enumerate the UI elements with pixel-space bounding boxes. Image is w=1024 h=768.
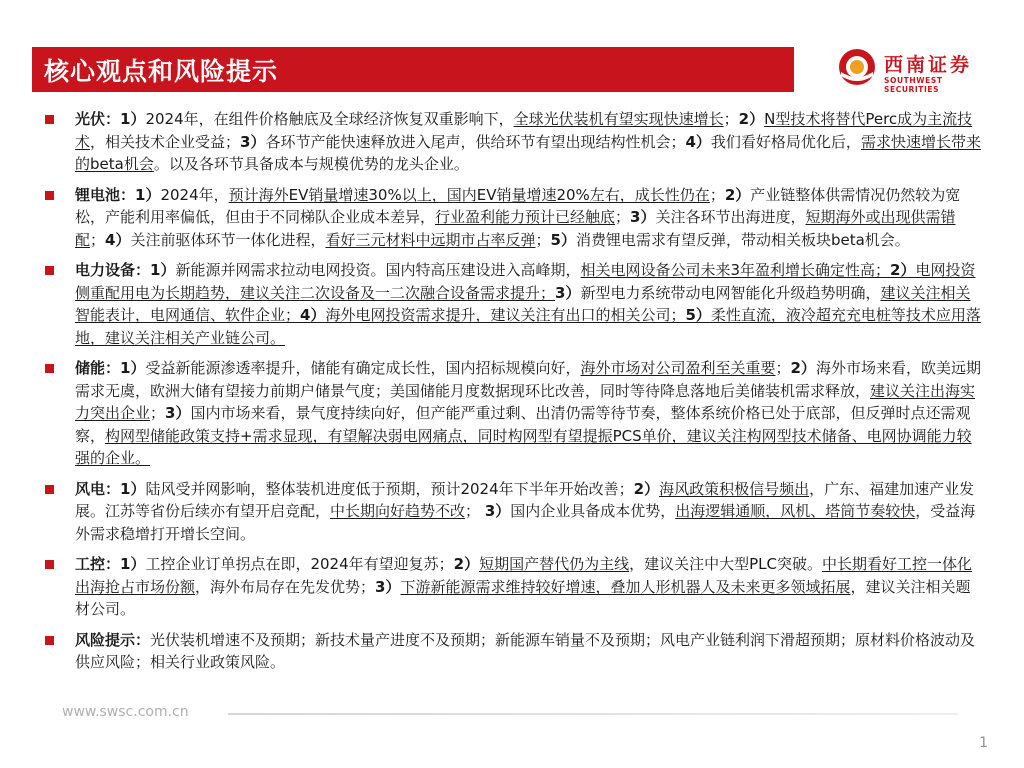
highlighted-text: 下游新能源需求维持较好增速，叠加人形机器人及未来更多领域拓展 [400,577,851,596]
company-logo [838,44,998,94]
key-point-item [45,478,985,546]
highlighted-text: 建议关注相关智能表计，电网通信、软件企业； [75,283,971,324]
bullet-square-icon [45,191,54,200]
body-text: ，广东、福建加速产业发展。江苏等省份后续亦有望开启竞配， [75,479,975,520]
body-text: 关注前驱体环节一体化进程， [130,230,326,249]
body-text: ，海外布局存在先发优势； [195,577,376,596]
header-bar [32,47,794,92]
highlighted-text: 海外电网投资需求提升，建议关注有出口的相关公司； [325,306,686,324]
highlighted-text: 海风政策积极信号频出 [659,479,810,498]
highlighted-text: 中长期向好趋势不改 [330,502,466,520]
body-text: 3） [484,502,511,520]
key-point-label: 工控： [75,555,121,573]
key-point-label: 光伏： [75,110,121,128]
body-text: 4） [105,230,131,249]
body-text: 2） [724,185,751,204]
body-text: ； [90,230,106,249]
body-text: 新型电力系统带动电网智能化升级趋势明确， [580,283,881,302]
highlighted-text: 5） [685,306,711,324]
body-text: 。以及各环节具备成本与规模优势的龙头企业。 [153,155,469,173]
highlighted-text: 短期国产替代仍为主线 [479,555,630,573]
body-text: 国内市场来看，景气度持续向好，但产能严重过剩、出清仍需等待节奏，整体系统价格已处于底部，但反弹时点还需观察， [75,404,971,445]
body-text: ； [709,185,725,204]
body-text: 1） [150,261,176,279]
body-text: 2024年，在组件价格触底及全球经济恢复双重影响下， [145,110,514,128]
body-text: 消费锂电需求有望反弹，带动相关板块beta机会。 [575,230,910,249]
body-text: 产业链整体供需情况仍然较为宽松，产能利用率偏低，但由于不同梯队企业成本差异， [75,185,961,226]
body-text: 陆风受并网影响，整体装机进度低于预期，预计2024年下半年开始改善； [145,479,634,498]
highlighted-text: 相关电网设备公司未来3年盈利增长确定性高； [580,261,891,279]
body-text: 关注各环节出海进度， [655,208,806,226]
logo-text-en: SOUTHWEST SECURITIES [884,76,943,94]
key-point-item [45,108,985,176]
body-text: ； [150,404,166,422]
highlighted-text: 海外市场对公司盈利至关重要 [580,359,776,377]
body-text: 3） [240,132,266,151]
body-text: ； [723,110,739,128]
logo-sun-icon [838,48,876,86]
highlighted-text: 短期海外或出现供需错配 [75,208,956,249]
highlighted-text: 4） [300,306,326,324]
body-text: ； [465,502,485,520]
body-text: 3） [165,404,191,422]
body-text: 2） [738,110,765,128]
key-points-list [45,108,985,682]
key-point-label: 风电： [75,479,121,498]
highlighted-text: 出海逻辑通顺，风机、塔筒节奏较快 [675,502,916,520]
highlighted-text: 全球光伏装机有望实现快速增长 [513,110,724,128]
bullet-square-icon [45,364,54,373]
key-point-item [45,629,985,674]
highlighted-text: 中长期看好工控一体化出海抢占市场份额 [75,555,972,596]
body-text: 1） [135,185,161,204]
body-text: ，相关技术企业受益； [90,132,241,151]
page-number: 1 [979,735,988,751]
body-text: ； [775,359,791,377]
key-point-item [45,259,985,349]
body-text: 2024年， [160,185,229,204]
body-text: ，受益海外需求稳增打开增长空间。 [75,502,976,543]
highlighted-text: 电网投资侧重配用电为长期趋势，建议关注二次设备及一二次融合设备需求提升； [75,261,976,302]
highlighted-text: 柔性直流，液冷超充充电桩等技术应用落地，建议关注相关产业链公司。 [75,306,981,347]
body-text: ； [615,208,631,226]
key-point-label: 锂电池： [75,185,136,204]
body-text: 3） [555,283,581,302]
highlighted-text: 需求快速增长带来的beta机会 [75,132,981,173]
body-text: 我们看好格局优化后， [710,132,861,151]
footer-divider [228,713,958,715]
highlighted-text: 预计海外EV销量增速30%以上，国内EV销量增速20%左右，成长性仍在 [228,185,710,204]
body-text: 2） [633,479,660,498]
logo-text-cn: 西南证券 [884,54,973,76]
key-point-label: 风险提示： [75,630,151,649]
body-text: ，建议关注中大型PLC突破。 [629,555,822,573]
body-text: 3） [375,577,401,596]
body-text: 2） [790,359,816,377]
body-text: 2） [453,555,480,573]
key-point-item [45,184,985,252]
body-text: 1） [120,555,146,573]
body-text: 1） [120,479,146,498]
body-text: 新能源并网需求拉动电网投资。国内特高压建设进入高峰期， [175,261,581,279]
bullet-square-icon [45,485,54,494]
body-text: 1） [120,110,146,128]
key-point-item [45,553,985,621]
body-text: ，建议关注相关题材公司。 [75,577,971,618]
body-text: 5） [550,230,576,249]
body-text: 1） [120,359,146,377]
body-text: 4） [685,132,711,151]
body-text: ； [535,230,551,249]
highlighted-text: 2） [890,261,916,279]
bullet-square-icon [45,266,54,275]
highlighted-text: 构网型储能政策支持+需求显现，有望解决弱电网痛点，同时构网型有望提振PCS单价，建议关注构网型技术储备、电网协调能力较强的企业。 [75,426,972,467]
page-title: 核心观点和风险提示 [44,56,279,86]
bullet-square-icon [45,115,54,124]
key-point-label: 储能： [75,359,121,377]
bullet-square-icon [45,636,54,645]
highlighted-text: 建议关注出海实力突出企业 [75,381,976,422]
key-point-label: 电力设备： [75,261,151,279]
body-text: 工控企业订单拐点在即，2024年有望迎复苏； [145,555,454,573]
highlighted-text: N型技术将替代Perc成为主流技术 [75,110,973,151]
body-text: 海外市场来看，欧美远期需求无虞，欧洲大储有望接力前期户储景气度；美国储能月度数据现环比改善，同时等待降息落地后美储装机需求释放， [75,359,981,400]
body-text: 3） [630,208,656,226]
body-text: 各环节产能快速释放进入尾声，供给环节有望出现结构性机会； [265,132,686,151]
body-text: 受益新能源渗透率提升，储能有确定成长性，国内招标规模向好， [145,359,581,377]
highlighted-text: 行业盈利能力预计已经触底 [435,208,616,226]
bullet-square-icon [45,560,54,569]
body-text: 国内企业具备成本优势， [510,502,676,520]
key-point-item [45,357,985,470]
highlighted-text: 看好三元材料中远期市占率反弹 [325,230,536,249]
body-text: 光伏装机增速不及预期；新技术量产进度不及预期；新能源车销量不及预期；风电产业链利润下滑超预期；原材料价格波动及供应风险；相关行业政策风险。 [75,630,976,671]
footer-url: www.swsc.com.cn [62,704,189,720]
